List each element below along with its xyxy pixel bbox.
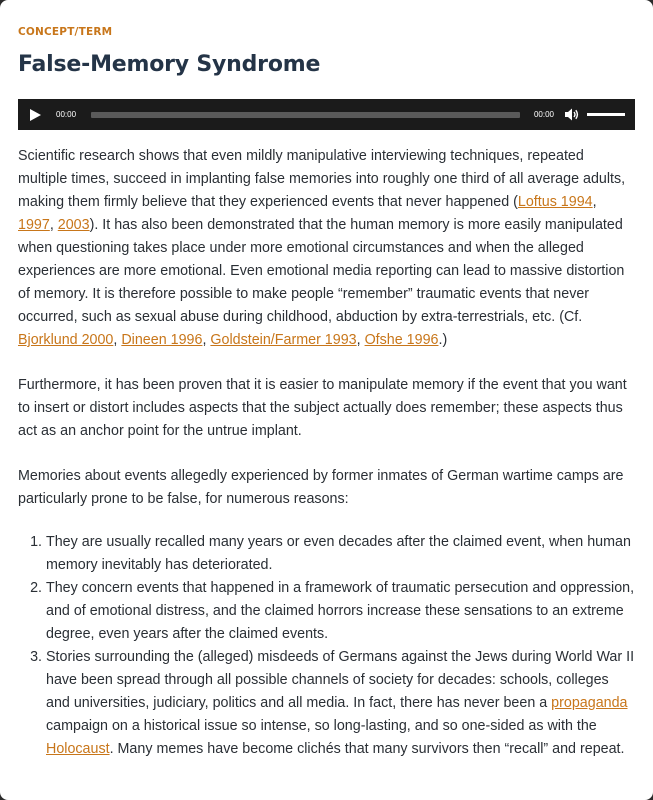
separator-text: , [113,332,122,348]
list-item-text: campaign on a historical issue so intense, so long-lasting, and so one-sided as with the [46,718,597,734]
paragraph-reasons-intro: Memories about events allegedly experienced by former inmates of German wartime camps are particularly prone to be false, for numerous reasons: [18,468,624,507]
article-body [18,145,635,761]
current-time: 00:00 [56,110,77,119]
category-label: CONCEPT/TERM [18,26,113,38]
reasons-list [18,531,635,761]
link-loftus-1994[interactable]: Loftus 1994 [517,194,593,210]
play-icon[interactable] [30,109,41,121]
link-propaganda[interactable]: propaganda [551,695,628,711]
link-dineen-1996[interactable]: Dineen 1996 [121,332,203,348]
link-loftus-1997[interactable]: 1997 [18,217,50,233]
volume-slider[interactable] [587,113,625,116]
link-holocaust[interactable]: Holocaust [46,741,110,757]
paragraph-text: Scientific research shows that even mildly manipulative interviewing techniques, repeated multiple times, succeed in implanting false memories into roughly one third of all average adults, making them firmly believe that they experienced events that never happened ( [18,148,626,210]
paragraph-anchor: Furthermore, it has been proven that it is easier to manipulate memory if the event that you want to insert or distort includes aspects that the subject actually does remember; these aspects thus act as an anchor point for the untrue implant. [18,377,627,439]
separator-text: , [49,217,58,233]
duration-time: 00:00 [533,110,554,119]
paragraph-text: .) [438,332,448,348]
list-item-text: Stories surrounding the (alleged) misdeeds of Germans against the Jews during World War II have been spread through all possible channels of society for decades: schools, colleges and universities, judiciary, politics and all media. In fact, there has never been a [46,649,635,711]
list-item: 2. They concern events that happened in a framework of traumatic persecution and oppression, and of emotional distress, and the claimed horrors increase these sensations to an extreme degree, even years after the claimed events. [46,577,635,646]
link-bjorklund-2000[interactable]: Bjorklund 2000 [18,332,114,348]
volume-control[interactable] [565,108,627,121]
paragraph-text: ). It has also been demonstrated that the human memory is more easily manipulated when questioning takes place under more emotional circumstances and when the alleged experiences are more emotional. Even emotional media reporting can lead to massive distortion of memory. It is therefore possible to make people “remember” traumatic events that never occurred, such as sexual abuse during childhood, abduction by extra-terrestrials, etc. (Cf. [18,217,625,325]
audio-player [18,99,635,130]
list-item: 1. They are usually recalled many years or even decades after the claimed event, when human memory inevitably has deteriorated. [46,531,635,577]
progress-slider[interactable] [91,112,520,118]
list-item-text: . Many memes have become clichés that many survivors then “recall” and repeat. [109,741,625,757]
separator-text: , [202,332,211,348]
page-title: False-Memory Syndrome [18,52,321,77]
link-ofshe-1996[interactable]: Ofshe 1996 [364,332,439,348]
speaker-icon[interactable] [565,108,580,121]
list-item [46,646,635,761]
link-goldstein-farmer-1993[interactable]: Goldstein/Farmer 1993 [210,332,357,348]
paragraph-intro [18,145,635,352]
separator-text: , [356,332,365,348]
separator-text: , [592,194,597,210]
link-loftus-2003[interactable]: 2003 [57,217,90,233]
